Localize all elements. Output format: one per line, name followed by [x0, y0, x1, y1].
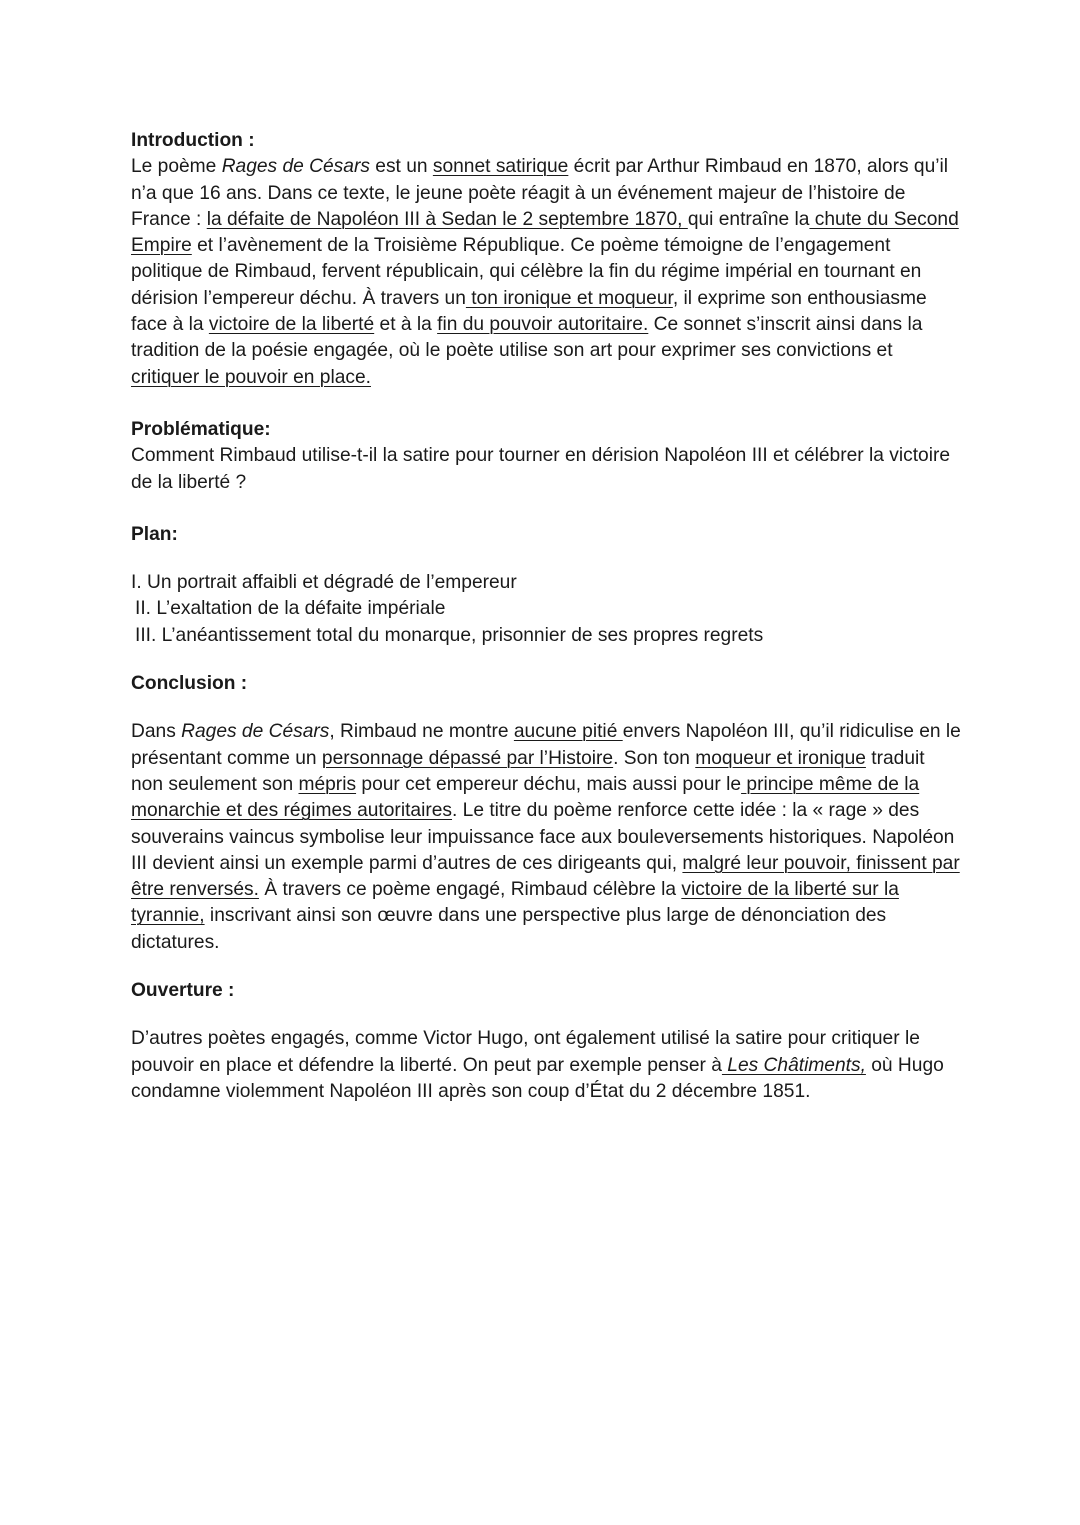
underlined-text: victoire de la liberté — [208, 314, 375, 336]
plan-heading: Plan: — [131, 523, 178, 545]
underlined-text: personnage dépassé par l’Histoire — [321, 747, 614, 769]
document-page — [131, 128, 961, 1105]
text-run: . Le titre du poème renforce cette idée : la « rage » des souverains vaincus symbolise leur impuissance face aux bouleversements historiques. Napoléon III devient ainsi un exemple parmi d’autres de ces dirigeants qui, — [131, 800, 955, 874]
underlined-text: victoire de la liberté sur la tyrannie, — [131, 879, 899, 927]
text-run: envers Napoléon III, qu’il ridiculise en le présentant comme un — [131, 721, 961, 769]
plan-item: III. L’anéantissement total du monarque, prisonnier de ses propres regrets — [135, 624, 764, 646]
problematique-text: Comment Rimbaud utilise-t-il la satire pour tourner en dérision Napoléon III et célébrer la victoire de la liberté ? — [131, 445, 951, 493]
ouverture-heading: Ouverture : — [131, 980, 235, 1002]
introduction-heading: Introduction : — [131, 130, 255, 151]
plan-item: II. L’exaltation de la défaite impériale — [135, 598, 446, 620]
underlined-text: malgré leur pouvoir, finissent par être renversés. — [131, 852, 960, 901]
underlined-text: mépris — [298, 773, 357, 795]
underlined-text: sonnet satirique — [432, 156, 569, 178]
text-run: Le poème — [131, 156, 222, 178]
text-run: Dans — [131, 721, 182, 743]
text-run: À travers ce poème engagé, Rimbaud célèbre la — [258, 879, 682, 901]
underlined-book-title: Les Châtiments, — [721, 1054, 866, 1076]
underlined-text: ton ironique et moqueur — [465, 287, 673, 309]
problematique-heading: Problématique: — [131, 418, 271, 440]
text-run: traduit non seulement son — [131, 747, 925, 795]
text-run: Ce sonnet s’inscrit ainsi dans la tradition de la poésie engagée, où le poète utilise son art pour exprimer ses convictions et — [131, 314, 923, 362]
text-run: est un — [369, 156, 433, 178]
poem-title: Rages de Césars — [221, 156, 370, 178]
underlined-text: fin du pouvoir autoritaire. — [437, 314, 649, 336]
introduction-paragraph — [131, 154, 961, 391]
conclusion-paragraph — [131, 719, 961, 956]
underlined-text: principe même de la monarchie et des régimes autoritaires — [131, 773, 920, 822]
ouverture-paragraph — [131, 1026, 961, 1105]
conclusion-heading: Conclusion : — [131, 673, 248, 695]
plan-item: I. Un portrait affaibli et dégradé de l’empereur — [131, 572, 517, 594]
text-run: qui entraîne la — [687, 208, 810, 230]
underlined-text: chute du Second Empire — [131, 208, 959, 257]
underlined-text: moqueur et ironique — [695, 747, 866, 769]
text-run: et à la — [374, 314, 438, 336]
text-run: D’autres poètes engagés, comme Victor Hugo, ont également utilisé la satire pour critiquer le pouvoir en place et défendre la liberté. On peut par exemple penser à — [131, 1028, 920, 1076]
text-run: , Rimbaud ne montre — [329, 721, 514, 743]
text-run: pour cet empereur déchu, mais aussi pour le — [356, 773, 742, 795]
text-run: , il exprime son enthousiasme face à la — [131, 287, 927, 336]
underlined-text: critiquer le pouvoir en place. — [131, 366, 371, 388]
underlined-text: la défaite de Napoléon III à Sedan le 2 septembre 1870, — [206, 208, 688, 230]
poem-title: Rages de Césars — [181, 721, 330, 743]
text-run: et l’avènement de la Troisième République. Ce poème témoigne de l’engagement politique de Rimbaud, fervent républicain, qui célèbre la fin du régime impérial en tournant en dérision l’empereur déchu. À travers un — [131, 235, 922, 309]
text-run: inscrivant ainsi son œuvre dans une perspective plus large de dénonciation des dictatures. — [131, 905, 887, 953]
text-run: . Son ton — [613, 747, 696, 769]
text-run: écrit par Arthur Rimbaud en 1870, alors qu’il n’a que 16 ans. Dans ce texte, le jeune poète réagit à un événement majeur de l’histoire de France : — [131, 156, 949, 230]
underlined-text: aucune pitié — [513, 721, 623, 743]
text-run: où Hugo condamne violemment Napoléon III après son coup d’État du 2 décembre 1851. — [131, 1054, 944, 1102]
